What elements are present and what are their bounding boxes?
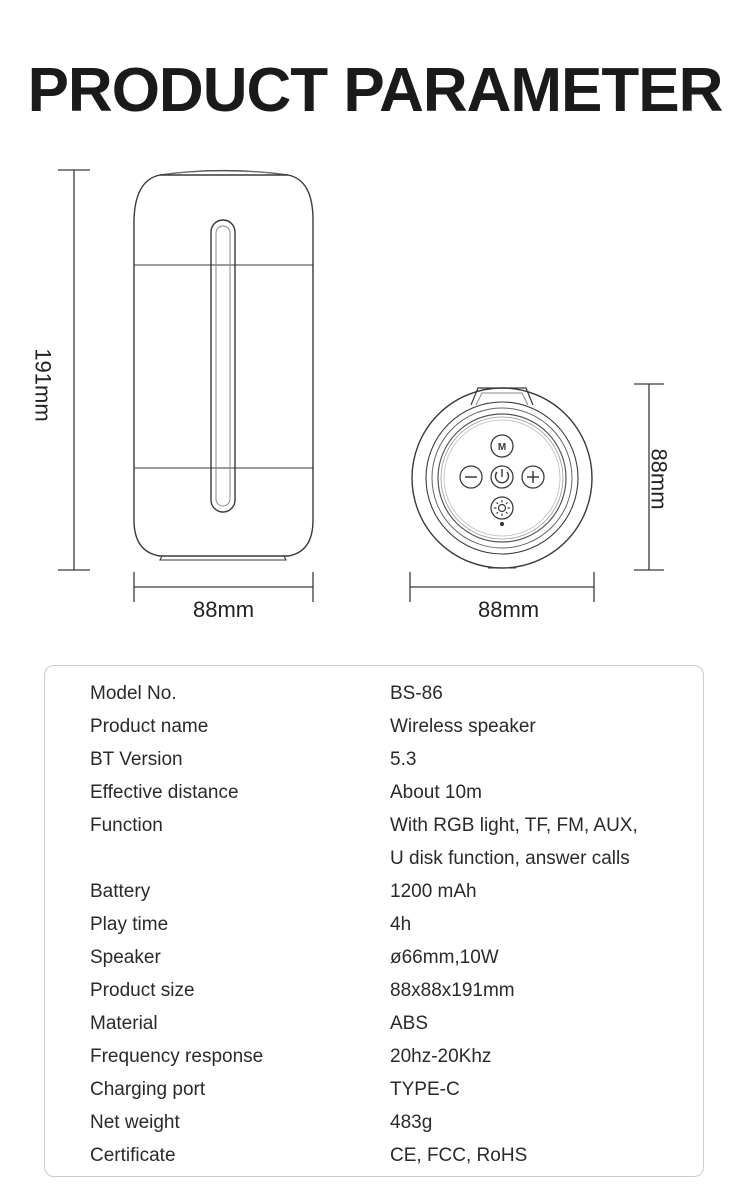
- spec-value: TYPE-C: [390, 1079, 460, 1100]
- spec-value: About 10m: [390, 782, 482, 803]
- spec-value: U disk function, answer calls: [390, 848, 630, 869]
- spec-key: Effective distance: [90, 782, 239, 803]
- spec-value: With RGB light, TF, FM, AUX,: [390, 815, 638, 836]
- spec-value: 20hz-20Khz: [390, 1046, 492, 1067]
- spec-key: Material: [90, 1013, 158, 1034]
- spec-key: Play time: [90, 914, 169, 935]
- speaker-front-view: [134, 171, 313, 561]
- top-width-label: 88mm: [478, 597, 540, 622]
- spec-value: 5.3: [390, 749, 417, 770]
- spec-table: [44, 665, 704, 1177]
- spec-value: ABS: [390, 1013, 429, 1034]
- spec-value: CE, FCC, RoHS: [390, 1145, 528, 1166]
- spec-key: Charging port: [90, 1079, 206, 1100]
- spec-key: Frequency response: [90, 1046, 264, 1067]
- spec-value: 1200 mAh: [390, 881, 477, 902]
- height-label: 191mm: [30, 348, 56, 422]
- spec-key: Model No.: [90, 683, 177, 704]
- spec-value: ø66mm,10W: [390, 947, 499, 968]
- spec-value: BS-86: [390, 683, 443, 704]
- page-title: PRODUCT PARAMETER: [27, 56, 723, 125]
- spec-key: Battery: [90, 881, 151, 902]
- spec-key: BT Version: [90, 749, 183, 770]
- spec-value: 483g: [390, 1112, 433, 1133]
- spec-key: Product size: [90, 980, 195, 1001]
- spec-key: Product name: [90, 716, 209, 737]
- spec-value: 88x88x191mm: [390, 980, 515, 1001]
- spec-key: Net weight: [90, 1112, 180, 1133]
- spec-value: Wireless speaker: [390, 716, 536, 737]
- spec-key: Function: [90, 815, 163, 836]
- spec-value: 4h: [390, 914, 412, 935]
- spec-key: Speaker: [90, 947, 161, 968]
- speaker-top-view: [412, 388, 592, 568]
- mode-button-label: M: [497, 442, 507, 453]
- spec-key: Certificate: [90, 1145, 176, 1166]
- front-width-label: 88mm: [193, 597, 255, 622]
- depth-label: 88mm: [646, 448, 672, 510]
